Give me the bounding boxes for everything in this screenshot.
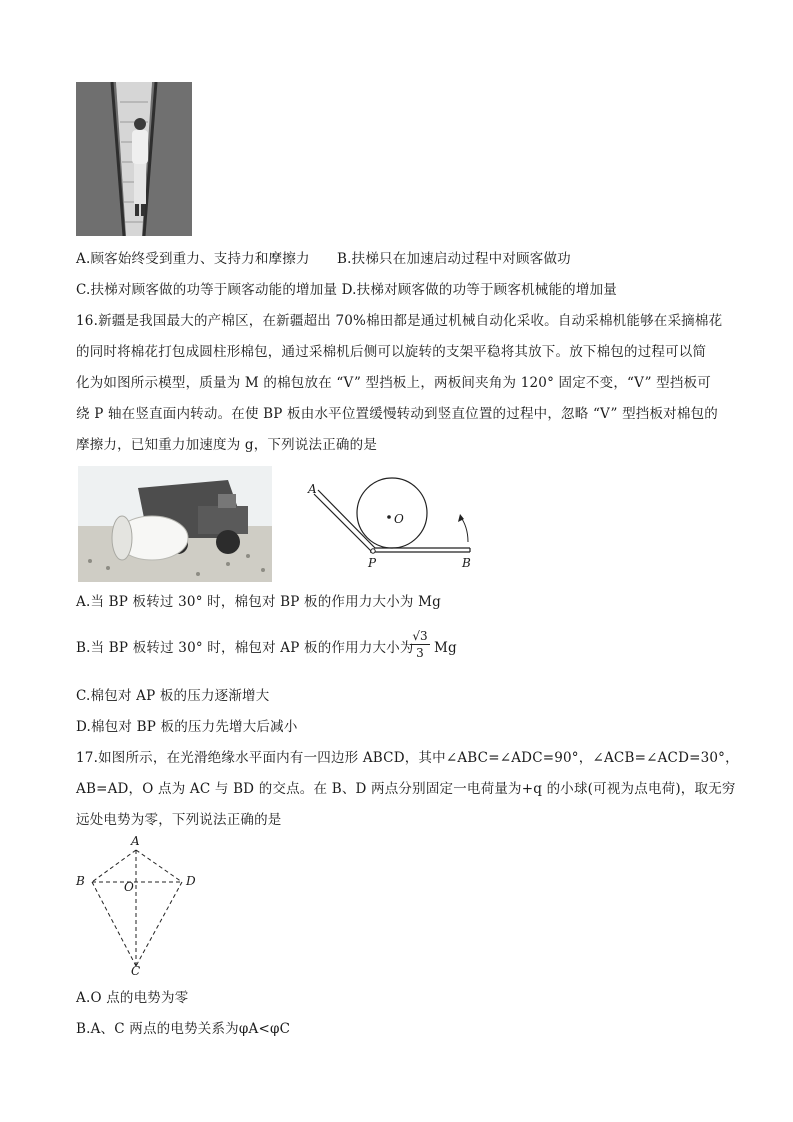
fraction-numerator: √3 [410,628,430,645]
q15-options-row1: A.顾客始终受到重力、支持力和摩擦力 B.扶梯只在加速启动过程中对顾客做功 [76,251,571,267]
diagram-label-B: B [462,556,471,570]
quad-label-O: O [124,880,134,894]
escalator-photo [76,82,192,236]
q16-option-B [76,638,414,658]
v-plate-diagram [300,456,490,576]
quad-label-B: B [76,874,85,888]
q16-stem-line1: 16.新疆是我国最大的产棉区，在新疆超出 70%棉田都是通过机械自动化采收。自动采棉机能够在采摘棉花 [76,313,723,329]
quad-label-D: D [186,874,196,888]
q17-stem-line1: 17.如图所示，在光滑绝缘水平面内有一四边形 ABCD，其中∠ABC=∠ADC=90°，∠ACB=∠ACD=30°， [76,750,739,766]
diagram-label-O: O [394,512,404,526]
fraction-denominator: 3 [416,646,424,660]
q16-stem-line4: 绕 P 轴在竖直面内转动。在使 BP 板由水平位置缓慢转动到竖直位置的过程中，忽略 “V” 型挡板对棉包的 [76,406,718,422]
q16-stem-line3: 化为如图所示模型，质量为 M 的棉包放在 “V” 型挡板上，两板间夹角为 120° 固定不变，“V” 型挡板可 [76,375,711,391]
q17-option-B: B.A、C 两点的电势关系为φA<φC [76,1021,291,1037]
q16-option-C: C.棉包对 AP 板的压力逐渐增大 [76,688,270,704]
diagram-label-A: A [308,482,317,496]
q15-options-row2: C.扶梯对顾客做的功等于顾客动能的增加量 D.扶梯对顾客做的功等于顾客机械能的增加量 [76,282,617,298]
q17-stem-line3: 远处电势为零，下列说法正确的是 [76,812,282,828]
q17-option-A: A.O 点的电势为零 [76,990,189,1006]
diagram-label-P: P [368,556,377,570]
q16-option-A: A.当 BP 板转过 30° 时，棉包对 BP 板的作用力大小为 Mg [76,594,441,610]
quad-label-A: A [131,834,140,848]
q16-stem-line2: 的同时将棉花打包成圆柱形棉包，通过采棉机后侧可以旋转的支架平稳将其放下。放下棉包的过程可以简 [76,344,707,360]
fraction-sqrt3-over-3 [410,628,430,661]
q16-option-B-prefix: B.当 BP 板转过 30° 时，棉包对 AP 板的作用力大小为 [76,640,414,656]
q16-stem-line5: 摩擦力，已知重力加速度为 g，下列说法正确的是 [76,437,378,453]
q17-stem-line2: AB=AD，O 点为 AC 与 BD 的交点。在 B、D 两点分别固定一电荷量为+q 的小球(可视为点电荷)，取无穷 [76,781,736,797]
q16-option-B-suffix: Mg [434,640,457,656]
q16-option-D: D.棉包对 BP 板的压力先增大后减小 [76,719,298,735]
quad-label-C: C [131,964,141,978]
quadrilateral-diagram [74,834,204,978]
cotton-harvester-photo [78,466,272,582]
